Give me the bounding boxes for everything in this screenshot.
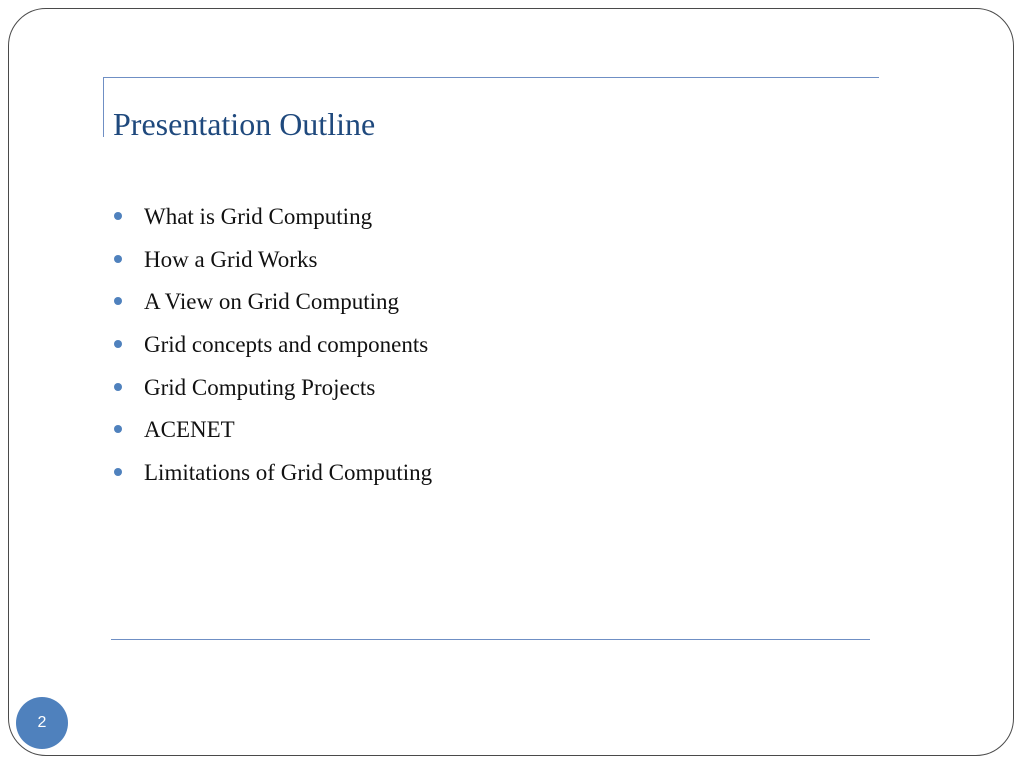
outline-bullet-list bbox=[114, 200, 432, 499]
slide-title: Presentation Outline bbox=[113, 106, 376, 142]
bullet-dot-icon bbox=[114, 255, 122, 263]
title-rule-left bbox=[103, 77, 104, 137]
bullet-item bbox=[114, 200, 432, 243]
bullet-text: Limitations of Grid Computing bbox=[144, 460, 433, 486]
bullet-dot-icon bbox=[114, 468, 122, 476]
bullet-text: A View on Grid Computing bbox=[144, 289, 400, 315]
bullet-item bbox=[114, 413, 432, 456]
bottom-rule bbox=[111, 639, 870, 640]
bullet-text: How a Grid Works bbox=[144, 246, 318, 272]
bullet-item bbox=[114, 371, 432, 414]
title-rule-top bbox=[103, 77, 879, 78]
bullet-text: ACENET bbox=[144, 417, 235, 443]
page-number-badge: 2 bbox=[16, 697, 68, 749]
bullet-text: Grid concepts and components bbox=[144, 332, 429, 358]
bullet-item bbox=[114, 328, 432, 371]
bullet-dot-icon bbox=[114, 340, 122, 348]
bullet-dot-icon bbox=[114, 425, 122, 433]
bullet-dot-icon bbox=[114, 297, 122, 305]
bullet-dot-icon bbox=[114, 212, 122, 220]
bullet-item bbox=[114, 285, 432, 328]
bullet-dot-icon bbox=[114, 383, 122, 391]
bullet-item bbox=[114, 456, 432, 499]
bullet-text: Grid Computing Projects bbox=[144, 374, 376, 400]
bullet-text: What is Grid Computing bbox=[144, 204, 373, 229]
bullet-item bbox=[114, 243, 432, 286]
